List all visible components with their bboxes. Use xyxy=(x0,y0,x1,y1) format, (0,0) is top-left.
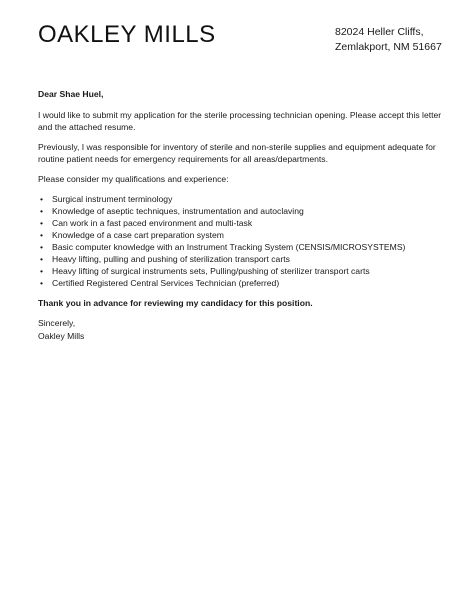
list-item xyxy=(38,277,448,289)
bullet-icon: • xyxy=(40,266,44,276)
qualification-text: Certified Registered Central Services Technician (preferred) xyxy=(52,278,280,288)
list-item xyxy=(38,205,448,217)
bullet-icon: • xyxy=(40,218,44,228)
bullet-icon: • xyxy=(40,254,44,264)
list-item xyxy=(38,253,448,265)
salutation: Dear Shae Huel, xyxy=(38,89,104,99)
qualification-text: Surgical instrument terminology xyxy=(52,194,173,204)
qualification-text: Basic computer knowledge with an Instrument Tracking System (CENSIS/MICROSYSTEMS) xyxy=(52,242,406,252)
qualification-text: Knowledge of a case cart preparation system xyxy=(52,230,224,240)
closing-block xyxy=(38,317,448,343)
qualifications-list xyxy=(38,193,448,289)
applicant-address xyxy=(335,25,442,55)
applicant-name: OAKLEY MILLS xyxy=(38,21,216,48)
bullet-icon: • xyxy=(40,242,44,252)
address-line-1: 82024 Heller Cliffs, xyxy=(335,26,424,38)
bullet-icon: • xyxy=(40,206,44,216)
list-item xyxy=(38,265,448,277)
bullet-icon: • xyxy=(40,278,44,288)
qualification-text: Knowledge of aseptic techniques, instrumentation and autoclaving xyxy=(52,206,304,216)
experience-paragraph: Previously, I was responsible for inventory of sterile and non-sterile supplies and equipment adequate for routine patient needs for emergency requirements for all areas/departments. xyxy=(38,142,436,164)
qualification-text: Heavy lifting, pulling and pushing of sterilization transport carts xyxy=(52,254,290,264)
bullet-icon: • xyxy=(40,230,44,240)
letter-body xyxy=(38,88,448,343)
signature-name: Oakley Mills xyxy=(38,331,85,341)
list-item xyxy=(38,217,448,229)
closing-word: Sincerely, xyxy=(38,318,76,328)
list-item xyxy=(38,241,448,253)
list-item xyxy=(38,193,448,205)
qualifications-intro: Please consider my qualifications and experience: xyxy=(38,174,229,184)
qualification-text: Can work in a fast paced environment and multi-task xyxy=(52,218,253,228)
list-item xyxy=(38,229,448,241)
bullet-icon: • xyxy=(40,194,44,204)
intro-paragraph: I would like to submit my application for the sterile processing technician opening. Please accept this letter and the attached resume. xyxy=(38,110,442,132)
qualification-text: Heavy lifting of surgical instruments sets, Pulling/pushing of sterilizer transport carts xyxy=(52,266,370,276)
thank-you-line: Thank you in advance for reviewing my candidacy for this position. xyxy=(38,298,313,308)
address-line-2: Zemlakport, NM 51667 xyxy=(335,41,442,53)
